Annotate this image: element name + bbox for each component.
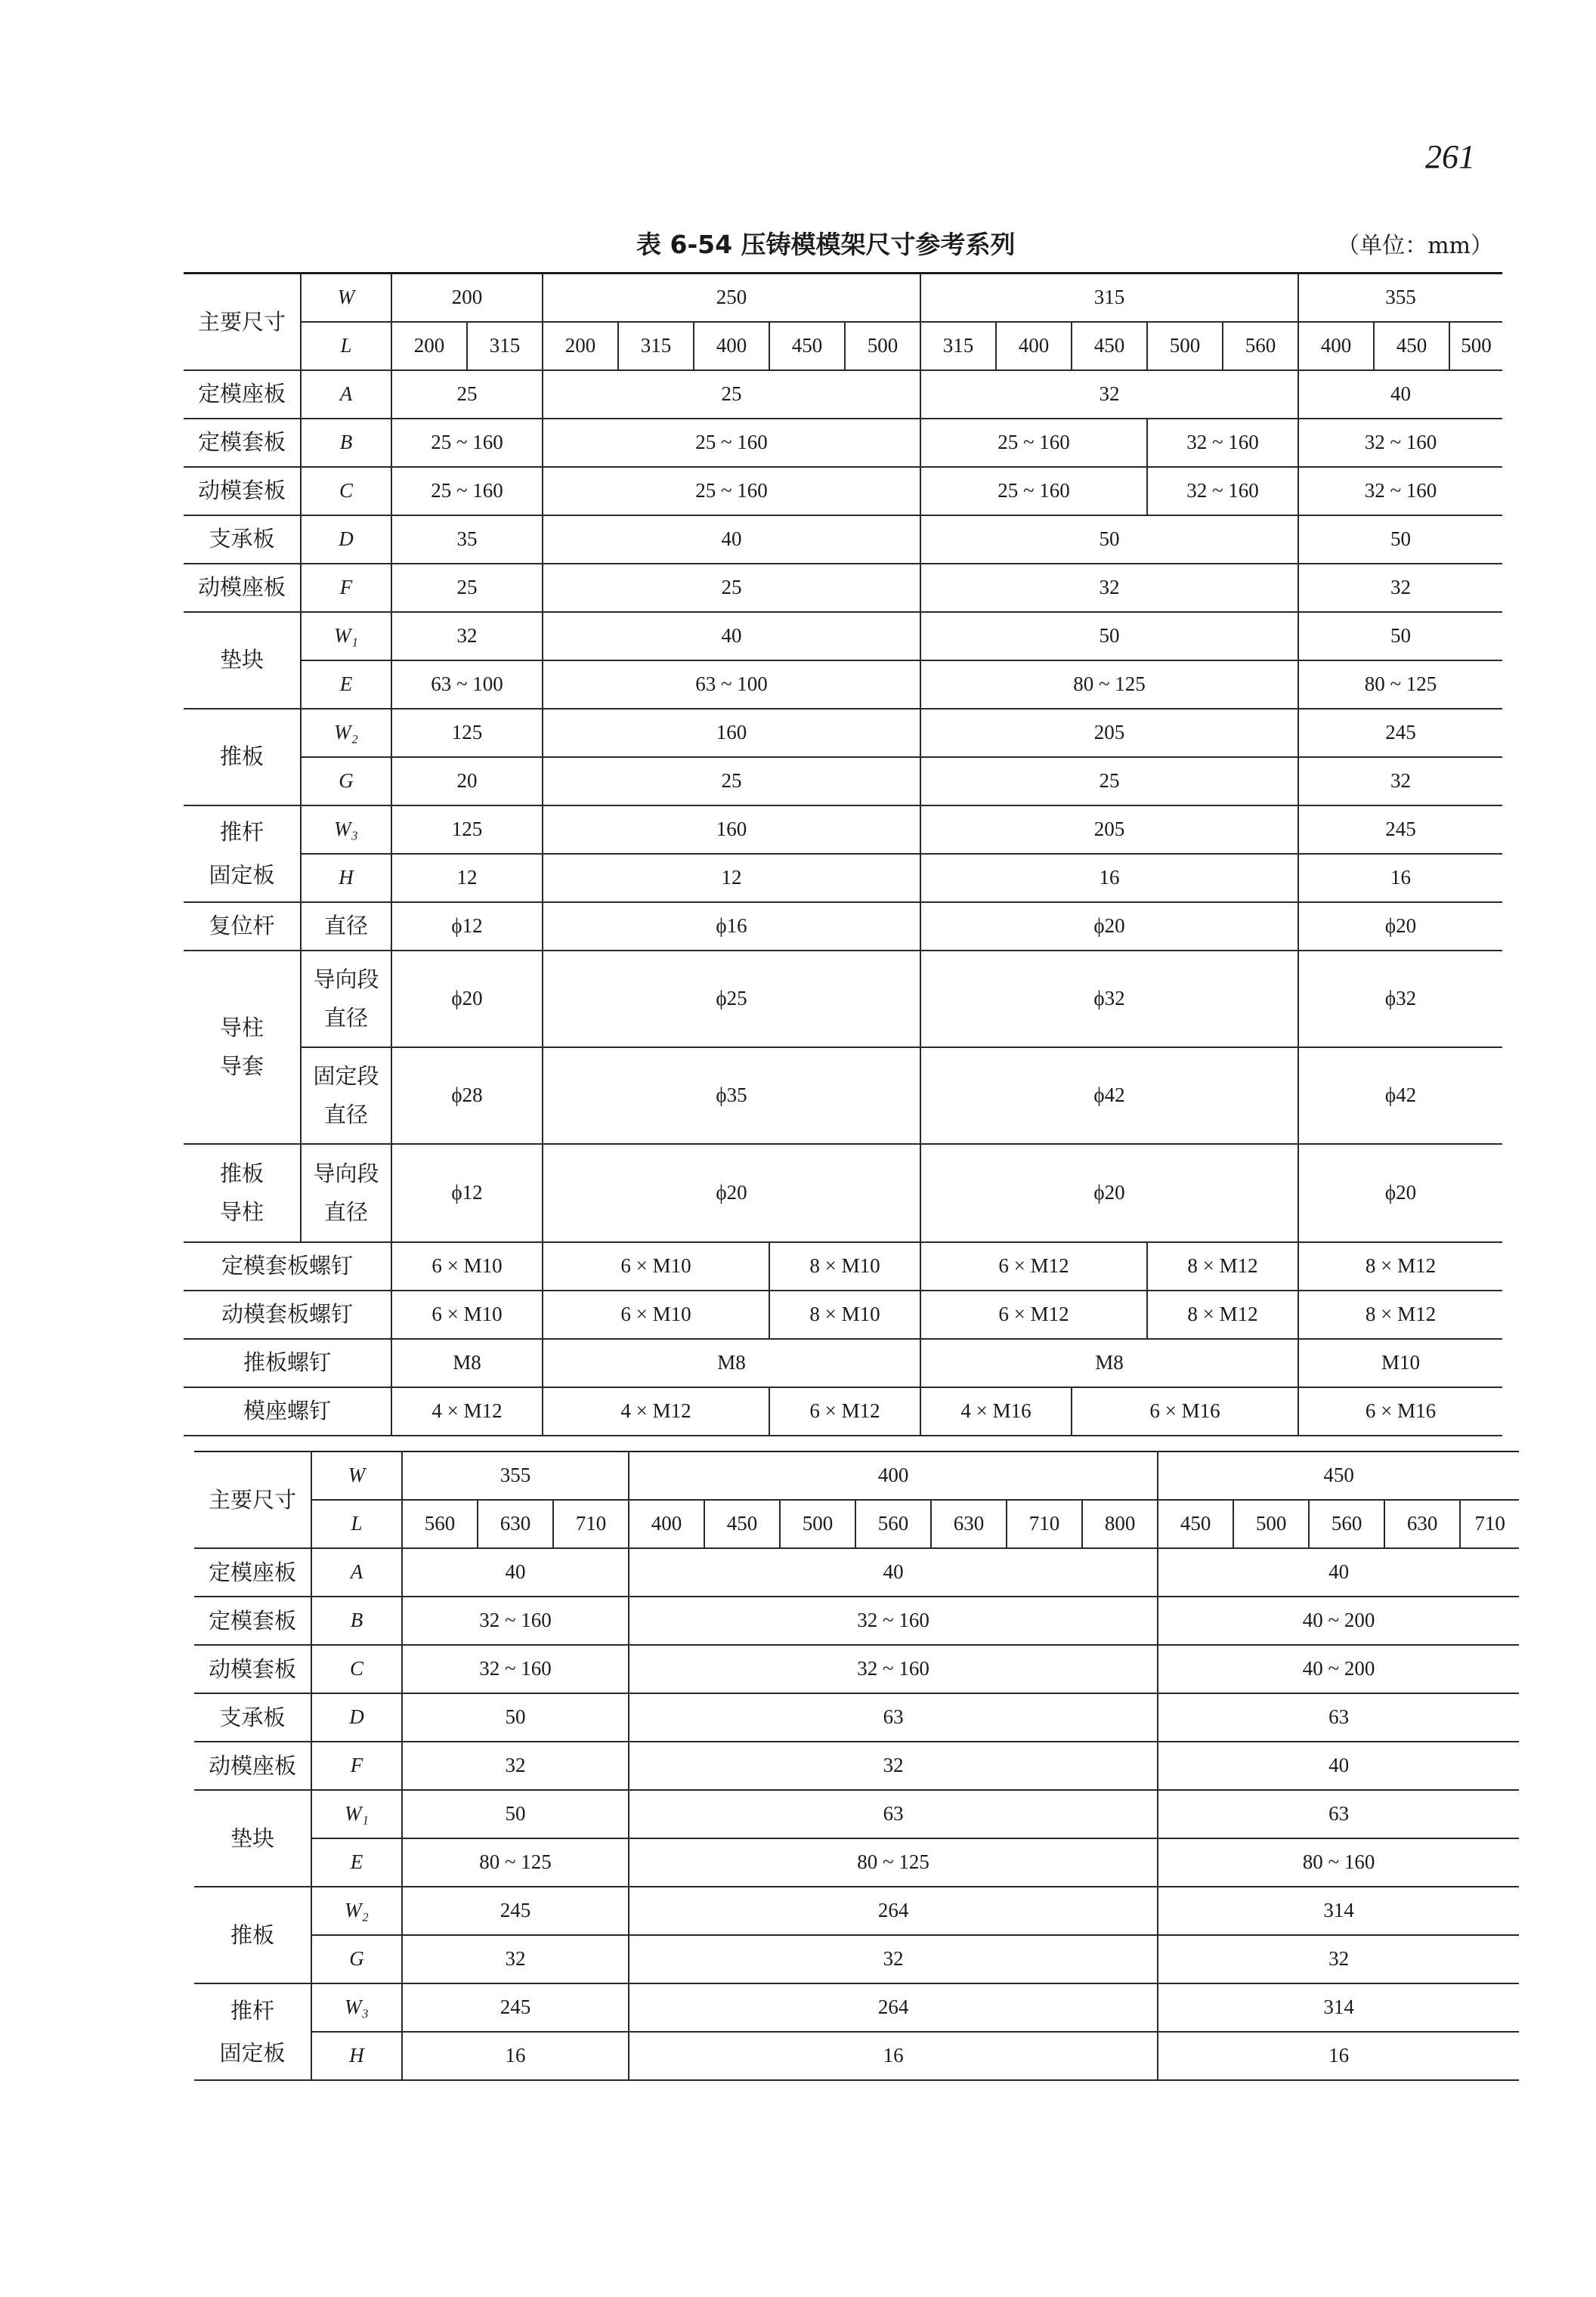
row-symbol: B: [301, 419, 391, 467]
value-cell: 50: [920, 515, 1298, 564]
l-header-cell: 450: [1374, 322, 1449, 370]
value-cell: 32: [391, 612, 543, 660]
l-symbol: L: [301, 322, 391, 370]
l-header-cell: 400: [1298, 322, 1374, 370]
row-label: 定模座板: [194, 1548, 311, 1597]
value-cell: 8 × M12: [1298, 1242, 1502, 1291]
value-cell: 314: [1158, 1983, 1519, 2032]
value-cell: 16: [629, 2032, 1158, 2080]
row-label: 模座螺钉: [184, 1387, 391, 1436]
value-cell: 40: [1158, 1742, 1519, 1790]
value-cell: 6 × M12: [920, 1291, 1147, 1339]
row-label: 动模套板螺钉: [184, 1291, 391, 1339]
value-cell: 32 ~ 160: [1147, 467, 1298, 515]
value-cell: 32: [920, 564, 1298, 612]
row-label: 动模套板: [194, 1645, 311, 1693]
l-header-cell: 400: [694, 322, 769, 370]
value-cell: 32 ~ 160: [1298, 467, 1502, 515]
value-cell: 63: [1158, 1790, 1519, 1838]
value-cell: ϕ25: [543, 951, 920, 1047]
value-cell: 32: [1298, 757, 1502, 805]
value-cell: 25: [543, 370, 920, 419]
value-cell: ϕ20: [920, 902, 1298, 951]
table-row: [184, 1387, 1502, 1436]
row-symbol: A: [311, 1548, 402, 1597]
row-label: 支承板: [194, 1693, 311, 1742]
row-symbol: W₁: [301, 612, 391, 660]
row-label: 定模座板: [184, 370, 301, 419]
row-subheader-line: 导向段: [313, 1161, 379, 1187]
die-frame-table-top: [184, 272, 1502, 1436]
row-label-line: 固定板: [219, 2040, 286, 2066]
table-row: [184, 1144, 1502, 1242]
table-row: [194, 2032, 1519, 2080]
value-cell: ϕ20: [920, 1144, 1298, 1242]
value-cell: 25 ~ 160: [920, 467, 1147, 515]
value-cell: 245: [402, 1887, 629, 1935]
value-cell: 12: [391, 854, 543, 902]
row-symbol: D: [311, 1693, 402, 1742]
row-subheader-line: 直径: [323, 1004, 368, 1031]
l-header-cell: 450: [1158, 1500, 1233, 1548]
value-cell: 6 × M12: [920, 1242, 1147, 1291]
value-cell: 25: [391, 370, 543, 419]
value-cell: 6 × M10: [391, 1291, 543, 1339]
row-label: 动模座板: [194, 1742, 311, 1790]
value-cell: 50: [920, 612, 1298, 660]
l-header-cell: 450: [704, 1500, 780, 1548]
value-cell: ϕ35: [543, 1047, 920, 1144]
value-cell: 12: [543, 854, 920, 902]
row-label: 定模套板: [184, 419, 301, 467]
die-frame-table-bottom: [194, 1451, 1519, 2081]
row-symbol: W₃: [311, 1983, 402, 2032]
row-symbol: H: [301, 854, 391, 902]
value-cell: 4 × M16: [920, 1387, 1072, 1436]
value-cell: 8 × M10: [769, 1242, 920, 1291]
row-label: 推板: [184, 709, 301, 805]
value-cell: 25: [391, 564, 543, 612]
row-label-line: 推杆: [219, 819, 264, 846]
table-row: [184, 902, 1502, 951]
w-header-cell: 400: [629, 1451, 1158, 1500]
value-cell: 25 ~ 160: [543, 419, 920, 467]
table-row: [184, 515, 1502, 564]
value-cell: M10: [1298, 1339, 1502, 1387]
value-cell: 32 ~ 160: [1147, 419, 1298, 467]
row-label: 定模套板螺钉: [184, 1242, 391, 1291]
value-cell: 8 × M12: [1298, 1291, 1502, 1339]
value-cell: 32: [402, 1935, 629, 1983]
value-cell: 32 ~ 160: [402, 1645, 629, 1693]
value-cell: ϕ20: [543, 1144, 920, 1242]
table-row: [184, 419, 1502, 467]
row-subheader: [301, 1047, 391, 1144]
l-header-cell: 630: [478, 1500, 553, 1548]
value-cell: 50: [1298, 515, 1502, 564]
row-symbol: E: [301, 660, 391, 709]
value-cell: 245: [1298, 805, 1502, 854]
value-cell: 8 × M12: [1147, 1291, 1298, 1339]
value-cell: 25: [543, 564, 920, 612]
value-cell: 50: [402, 1693, 629, 1742]
value-cell: 25 ~ 160: [543, 467, 920, 515]
row-symbol: W₁: [311, 1790, 402, 1838]
row-symbol: H: [311, 2032, 402, 2080]
value-cell: 32: [629, 1742, 1158, 1790]
l-header-cell: 200: [543, 322, 618, 370]
row-label-line: 推板: [219, 1161, 264, 1187]
table-row: [194, 1887, 1519, 1935]
value-cell: 205: [920, 805, 1298, 854]
value-cell: ϕ32: [920, 951, 1298, 1047]
l-header-cell: 315: [920, 322, 996, 370]
l-header-cell: 400: [996, 322, 1072, 370]
row-label: [184, 805, 301, 902]
w-header-cell: 355: [1298, 274, 1502, 322]
value-cell: 8 × M10: [769, 1291, 920, 1339]
table-row: [184, 1242, 1502, 1291]
l-header-cell: 450: [1072, 322, 1147, 370]
l-header-cell: 560: [402, 1500, 478, 1548]
table-row: [184, 1291, 1502, 1339]
row-symbol: C: [301, 467, 391, 515]
value-cell: 8 × M12: [1147, 1242, 1298, 1291]
page-number: 261: [1425, 138, 1475, 175]
value-cell: ϕ12: [391, 902, 543, 951]
row-label: 动模座板: [184, 564, 301, 612]
unit-label: （单位：mm）: [1337, 233, 1493, 259]
value-cell: 6 × M10: [543, 1291, 769, 1339]
value-cell: 50: [402, 1790, 629, 1838]
l-header-cell: 800: [1082, 1500, 1158, 1548]
value-cell: 32 ~ 160: [402, 1597, 629, 1645]
row-label: [184, 951, 301, 1144]
value-cell: ϕ42: [920, 1047, 1298, 1144]
row-symbol: W₂: [301, 709, 391, 757]
row-label: 复位杆: [184, 902, 301, 951]
l-header-cell: 710: [553, 1500, 629, 1548]
value-cell: 32: [1158, 1935, 1519, 1983]
l-header-cell: 560: [1309, 1500, 1384, 1548]
l-header-cell: 500: [1147, 322, 1223, 370]
table-row: [184, 1339, 1502, 1387]
value-cell: ϕ42: [1298, 1047, 1502, 1144]
value-cell: 25 ~ 160: [391, 419, 543, 467]
value-cell: 6 × M16: [1072, 1387, 1298, 1436]
row-label: 定模套板: [194, 1597, 311, 1645]
row-symbol: G: [311, 1935, 402, 1983]
l-header-cell: 560: [855, 1500, 931, 1548]
value-cell: 32: [629, 1935, 1158, 1983]
row-symbol: B: [311, 1597, 402, 1645]
value-cell: 40: [629, 1548, 1158, 1597]
l-header-cell: 500: [1449, 322, 1502, 370]
table-row: [194, 1548, 1519, 1597]
value-cell: 63: [629, 1790, 1158, 1838]
row-label: 推板: [194, 1887, 311, 1983]
w-symbol: W: [301, 274, 391, 322]
value-cell: 40: [1158, 1548, 1519, 1597]
table-row: [184, 370, 1502, 419]
row-symbol: 直径: [301, 902, 391, 951]
row-label: 动模套板: [184, 467, 301, 515]
l-header-cell: 710: [1460, 1500, 1519, 1548]
table-row: [184, 467, 1502, 515]
value-cell: 80 ~ 125: [920, 660, 1298, 709]
l-header-cell: 500: [780, 1500, 855, 1548]
l-header-cell: 500: [1233, 1500, 1309, 1548]
value-cell: 25 ~ 160: [920, 419, 1147, 467]
value-cell: 245: [402, 1983, 629, 2032]
l-header-cell: 630: [1384, 1500, 1460, 1548]
row-symbol: F: [311, 1742, 402, 1790]
value-cell: 20: [391, 757, 543, 805]
value-cell: ϕ20: [1298, 1144, 1502, 1242]
value-cell: 32 ~ 160: [1298, 419, 1502, 467]
value-cell: 264: [629, 1983, 1158, 2032]
row-label: 垫块: [184, 612, 301, 709]
l-header-cell: 400: [629, 1500, 704, 1548]
value-cell: 4 × M12: [391, 1387, 543, 1436]
table-row: [184, 660, 1502, 709]
row-subheader-line: 固定段: [313, 1063, 379, 1090]
value-cell: 63: [629, 1693, 1158, 1742]
w-header-cell: 450: [1158, 1451, 1519, 1500]
value-cell: 32: [920, 370, 1298, 419]
row-symbol: G: [301, 757, 391, 805]
value-cell: ϕ20: [391, 951, 543, 1047]
value-cell: M8: [543, 1339, 920, 1387]
value-cell: 25: [543, 757, 920, 805]
value-cell: 6 × M12: [769, 1387, 920, 1436]
row-subheader: [301, 1144, 391, 1242]
table-row: [184, 757, 1502, 805]
value-cell: 125: [391, 805, 543, 854]
value-cell: 50: [1298, 612, 1502, 660]
row-subheader-line: 直径: [323, 1198, 368, 1225]
table-row: [184, 951, 1502, 1047]
value-cell: 35: [391, 515, 543, 564]
value-cell: 40: [543, 515, 920, 564]
l-header-cell: 315: [467, 322, 543, 370]
row-label-line: 固定板: [209, 861, 275, 888]
row-label-line: 推杆: [230, 1997, 274, 2023]
value-cell: ϕ20: [1298, 902, 1502, 951]
row-label: 推板螺钉: [184, 1339, 391, 1387]
table-row: [194, 1790, 1519, 1838]
value-cell: 40: [1298, 370, 1502, 419]
row-symbol: A: [301, 370, 391, 419]
value-cell: 314: [1158, 1887, 1519, 1935]
value-cell: ϕ12: [391, 1144, 543, 1242]
row-subheader: [301, 951, 391, 1047]
l-header-cell: 450: [769, 322, 845, 370]
table-row: [194, 1693, 1519, 1742]
row-label: [184, 1144, 301, 1242]
table-row: [184, 709, 1502, 757]
row-symbol: E: [311, 1838, 402, 1887]
value-cell: 63: [1158, 1693, 1519, 1742]
value-cell: 25: [920, 757, 1298, 805]
row-label-line: 导套: [219, 1053, 264, 1079]
value-cell: 16: [402, 2032, 629, 2080]
value-cell: 80 ~ 125: [1298, 660, 1502, 709]
l-header-cell: 710: [1007, 1500, 1082, 1548]
value-cell: 4 × M12: [543, 1387, 769, 1436]
table-row: [194, 1983, 1519, 2032]
value-cell: 32 ~ 160: [629, 1645, 1158, 1693]
table-row: [184, 1047, 1502, 1144]
row-label: 垫块: [194, 1790, 311, 1887]
w-symbol: W: [311, 1451, 402, 1500]
value-cell: 80 ~ 125: [402, 1838, 629, 1887]
value-cell: M8: [391, 1339, 543, 1387]
w-header-cell: 250: [543, 274, 920, 322]
main-dimension-label: 主要尺寸: [194, 1451, 311, 1548]
value-cell: 264: [629, 1887, 1158, 1935]
main-dimension-label: 主要尺寸: [184, 274, 301, 370]
l-symbol: L: [311, 1500, 402, 1548]
value-cell: 32 ~ 160: [629, 1597, 1158, 1645]
table-row: [184, 612, 1502, 660]
l-header-cell: 315: [618, 322, 694, 370]
table-row: [194, 1838, 1519, 1887]
row-subheader-line: 直径: [323, 1101, 368, 1127]
table-row: [184, 564, 1502, 612]
value-cell: 245: [1298, 709, 1502, 757]
row-label-line: 导柱: [219, 1198, 264, 1225]
value-cell: 16: [1298, 854, 1502, 902]
value-cell: 6 × M16: [1298, 1387, 1502, 1436]
value-cell: ϕ16: [543, 902, 920, 951]
value-cell: 6 × M10: [543, 1242, 769, 1291]
w-header-cell: 200: [391, 274, 543, 322]
value-cell: 25 ~ 160: [391, 467, 543, 515]
value-cell: ϕ32: [1298, 951, 1502, 1047]
row-symbol: W₂: [311, 1887, 402, 1935]
value-cell: 63 ~ 100: [543, 660, 920, 709]
value-cell: 80 ~ 125: [629, 1838, 1158, 1887]
l-header-cell: 630: [931, 1500, 1007, 1548]
row-symbol: C: [311, 1645, 402, 1693]
row-label: 支承板: [184, 515, 301, 564]
w-header-cell: 315: [920, 274, 1298, 322]
value-cell: 32: [1298, 564, 1502, 612]
l-header-cell: 200: [391, 322, 467, 370]
value-cell: 16: [1158, 2032, 1519, 2080]
value-cell: ϕ28: [391, 1047, 543, 1144]
table-row: [194, 1742, 1519, 1790]
table-title: 表 6-54 压铸模模架尺寸参考系列: [636, 230, 1016, 259]
table-row: [194, 1645, 1519, 1693]
row-label-line: 导柱: [219, 1015, 264, 1041]
value-cell: 40: [402, 1548, 629, 1597]
table-row: [194, 1935, 1519, 1983]
row-label: [194, 1983, 311, 2080]
value-cell: 80 ~ 160: [1158, 1838, 1519, 1887]
value-cell: 40: [543, 612, 920, 660]
row-symbol: W₃: [301, 805, 391, 854]
value-cell: 160: [543, 805, 920, 854]
table-row: [184, 805, 1502, 854]
table-row: [194, 1597, 1519, 1645]
value-cell: 40 ~ 200: [1158, 1645, 1519, 1693]
row-symbol: D: [301, 515, 391, 564]
value-cell: 160: [543, 709, 920, 757]
value-cell: M8: [920, 1339, 1298, 1387]
value-cell: 205: [920, 709, 1298, 757]
value-cell: 16: [920, 854, 1298, 902]
w-header-cell: 355: [402, 1451, 629, 1500]
table-row: [184, 854, 1502, 902]
row-subheader-line: 导向段: [313, 966, 379, 993]
value-cell: 40 ~ 200: [1158, 1597, 1519, 1645]
row-symbol: F: [301, 564, 391, 612]
value-cell: 125: [391, 709, 543, 757]
value-cell: 63 ~ 100: [391, 660, 543, 709]
l-header-cell: 560: [1223, 322, 1298, 370]
l-header-cell: 500: [845, 322, 920, 370]
value-cell: 6 × M10: [391, 1242, 543, 1291]
value-cell: 32: [402, 1742, 629, 1790]
